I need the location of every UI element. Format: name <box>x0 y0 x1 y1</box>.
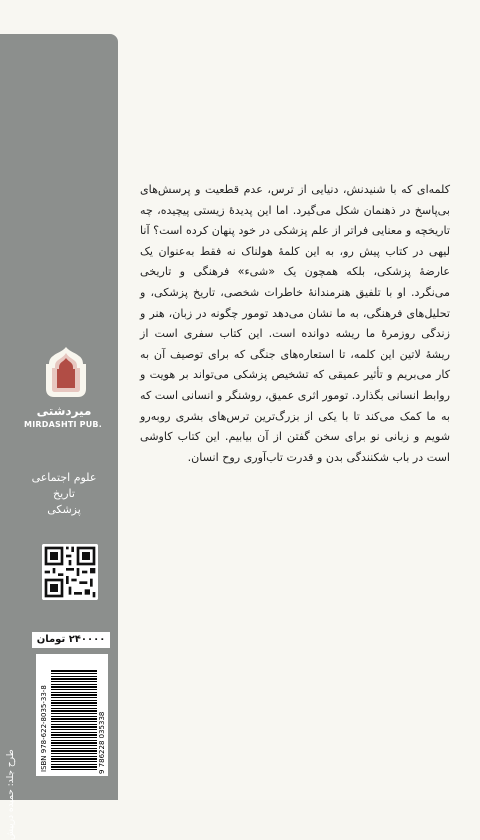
publisher-name-english: MIRDASHTI PUB. <box>24 420 102 429</box>
category-line-1: علوم اجتماعی <box>31 471 97 484</box>
publisher-name-persian: میردشتی <box>36 404 92 418</box>
subject-category <box>18 470 110 518</box>
publisher-logo <box>40 346 92 404</box>
isbn-barcode <box>36 654 108 776</box>
isbn-text: ISBN 978-622-8035-33-8 <box>40 685 48 772</box>
book-description: کلمه‌ای که با شنیدنش، دنیایی از ترس، عدم قطعیت و پرسش‌های بی‌پاسخ در ذهنمان شکل می‌گیرد. اما این پدیدهٔ زیستی پیچیده، چه تاریخچه و معنایی فراتر از علم پزشکی در خود پنهان کرده است؟ آنا لیهی در کتاب پیش رو، به این کلمهٔ هولناک نه فقط به‌عنوان یک عارضهٔ پزشکی، بلکه همچون یک «شیء» فرهنگی و تاریخی می‌نگرد. او با تلفیق هنرمندانهٔ خاطرات شخصی، تاریخ پزشکی، و تحلیل‌های فرهنگی، به ما نشان می‌دهد تومور چگونه در زبان، هنر و زندگی روزمرهٔ ما ریشه دوانده است. این کتاب سفری است از ریشهٔ لاتین این کلمه، تا استعاره‌های جنگی که برای توصیف آن به کار می‌بریم و تأثیر عمیقی که تشخیص پزشکی می‌تواند بر هویت و روابط انسانی بگذارد. تومور اثری عمیق، روشنگر و انسانی است که به ما کمک می‌کند تا با یکی از بزرگ‌ترین ترس‌های بشری روبه‌رو شویم و زبانی نو برای سخن گفتن از آن بیابیم. این کتاب کاوشی است در باب شکنندگی بدن و قدرت تاب‌آوری روح انسان. <box>140 183 450 464</box>
barcode-digits: 9 786228 035338 <box>98 711 106 774</box>
barcode-bars <box>51 670 97 770</box>
category-line-2: تاریخ <box>53 487 75 500</box>
gray-spine-panel <box>0 34 118 840</box>
category-line-3: پزشکی <box>47 503 81 516</box>
barcode-rotated-content <box>36 654 108 776</box>
cover-design-credit: طرح جلد: حمیده درپیش <box>6 749 16 840</box>
price-label: ۲۴۰۰۰۰ تومان <box>32 632 110 648</box>
qr-code <box>42 544 98 600</box>
